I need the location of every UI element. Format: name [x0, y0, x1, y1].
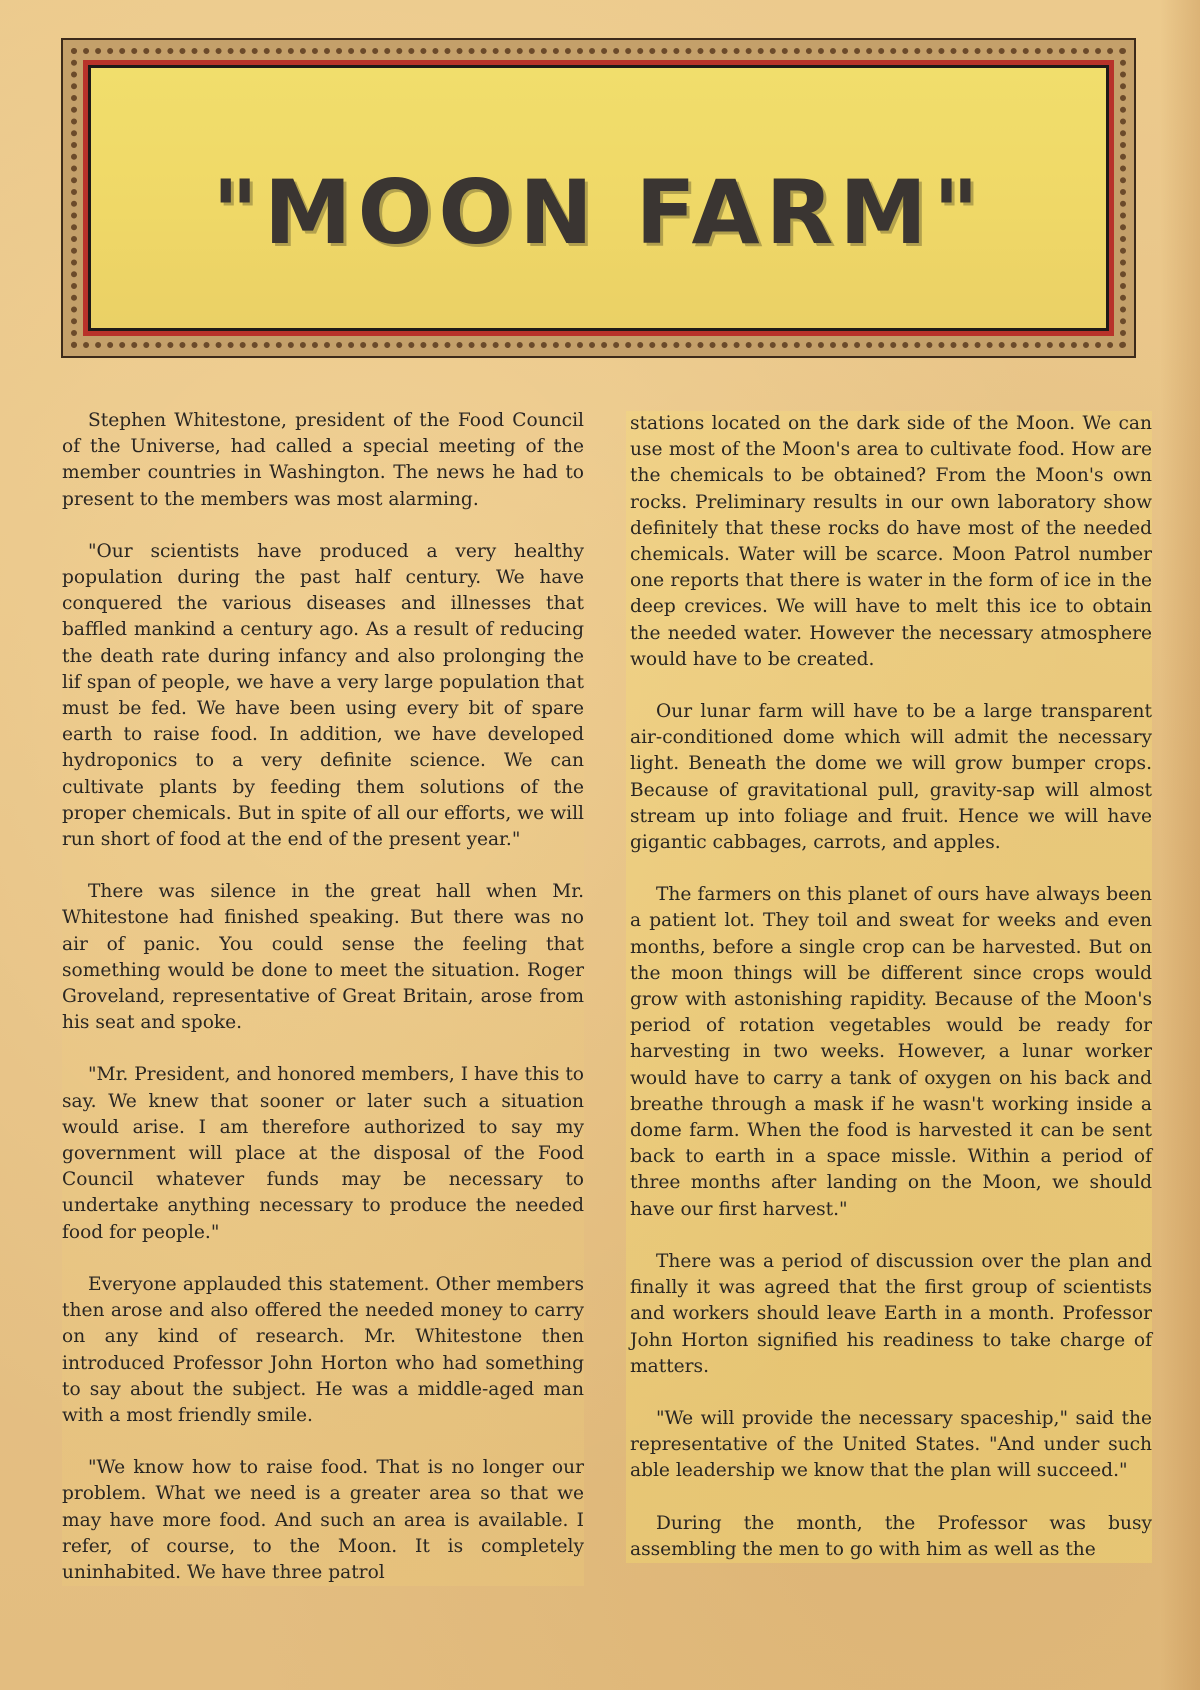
paragraph: "We know how to raise food. That is no longer our problem. What we need is a greater area so that we may have more food. And such an area is available. I refer, of course, to the Moon. It is completely uninhabited. We have three patrol — [62, 1457, 584, 1583]
paragraph: The farmers on this planet of ours have always been a patient lot. They toil and sweat for weeks and even months, before a single crop can be harvested. But on the moon things will be different since crops would grow with astonishing rapidity. Because of the Moon's period of rotation vegetables would be ready for harvesting in two weeks. However, a lunar worker would have to carry a tank of oxygen on his back and breathe through a mask if he wasn't working inside a dome farm. When the food is harvested it can be sent back to earth in a space missle. Within a period of three months after landing on the Moon, we should have our first harvest." — [630, 884, 1152, 1220]
paragraph: "Our scientists have produced a very healthy population during the past half century. We have conquered the various diseases and illnesses that baffled mankind a century ago. As a result of reducing the death rate during infancy and also prolonging the lif span of people, we have a very large population that must be fed. We have been using every bit of spare earth to raise food. In addition, we have developed hydroponics to a very definite science. We can cultivate plants by feeding them solutions of the proper chemicals. But in spite of all our efforts, we will run short of food at the end of the present year." — [62, 540, 584, 851]
page-edge-shadow — [1160, 0, 1200, 1690]
paragraph: stations located on the dark side of the Moon. We can use most of the Moon's area to cultivate food. How are the chemicals to be obtained? From the Moon's own rocks. Preliminary results in our own laboratory show definitely that these rocks do have most of the needed chemicals. Water will be scarce. Moon Patrol number one reports that there is water in the form of ice in the deep crevices. We will have to melt this ice to obtain the needed water. However the necessary atmosphere would have to be created. — [630, 413, 1152, 670]
paragraph: Everyone applauded this statement. Other members then arose and also offered the needed money to carry on any kind of research. Mr. Whitestone then introduced Professor John Horton who had something to say about the subject. He was a middle-aged man with a most friendly smile. — [62, 1273, 584, 1426]
paragraph: Our lunar farm will have to be a large transparent air-conditioned dome which will admit the necessary light. Beneath the dome we will grow bumper crops. Because of gravitational pull, gravity-sap will almost stream up into foliage and fruit. Hence we will have gigantic cabbages, carrots, and apples. — [630, 701, 1152, 854]
paragraph: There was silence in the great hall when Mr. Whitestone had finished speaking. But there was no air of panic. You could sense the feeling that something would be done to meet the situation. Roger Groveland, representative of Great Britain, arose from his seat and spoke. — [62, 881, 584, 1034]
title-banner — [61, 38, 1136, 358]
text-column-right — [626, 411, 1152, 1563]
paragraph: "We will provide the necessary spaceship," said the representative of the United States. "And under such able leadership we know that the plan will succeed." — [630, 1407, 1152, 1482]
page-title: "MOON FARM" — [212, 161, 985, 264]
title-panel — [83, 60, 1114, 336]
paragraph: There was a period of discussion over the plan and finally it was agreed that the first group of scientists and workers should leave Earth in a month. Professor John Horton signified his readiness to take charge of matters. — [630, 1250, 1152, 1377]
paragraph: "Mr. President, and honored members, I have this to say. We knew that sooner or later such a situation would arise. I am therefore authorized to say my government will place at the disposal of the Food Council whatever funds may be necessary to undertake anything necessary to produce the needed food for people." — [62, 1064, 584, 1243]
paragraph: During the month, the Professor was busy assembling the men to go with him as well as the — [630, 1512, 1152, 1560]
text-column-left — [62, 408, 584, 1586]
paragraph: Stephen Whitestone, president of the Food Council of the Universe, had called a special meeting of the member countries in Washington. The news he had to present to the members was most alarming. — [62, 410, 584, 510]
